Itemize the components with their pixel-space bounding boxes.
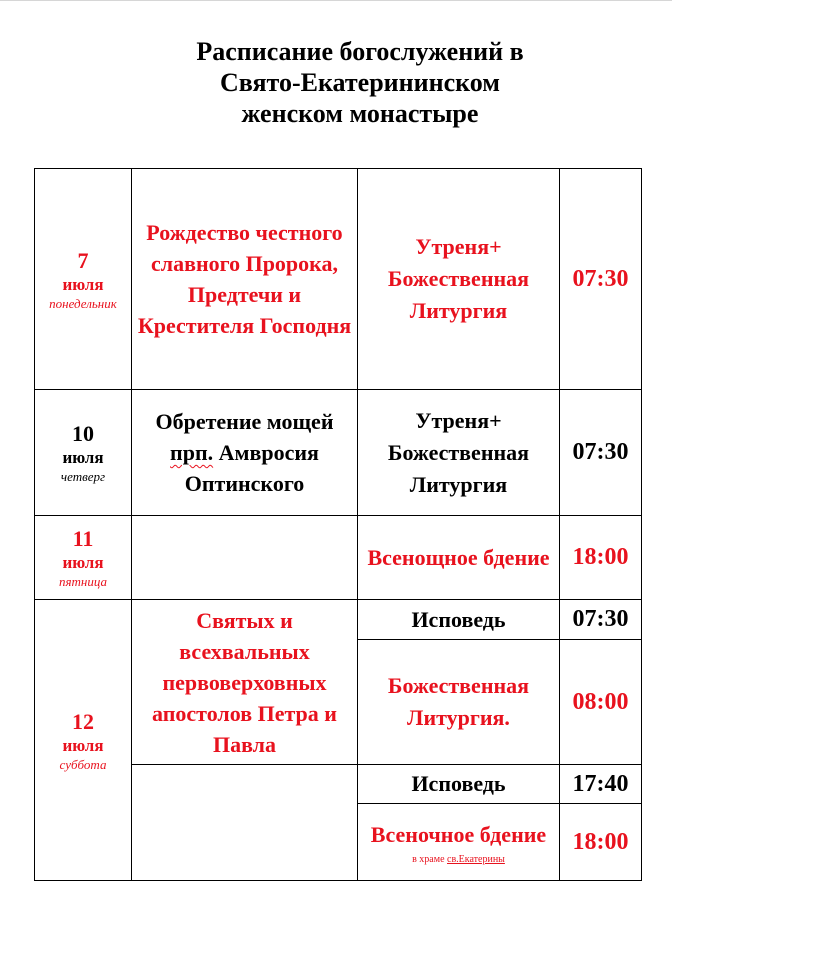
service-cell: Утреня+ Божественная Литургия (358, 169, 560, 390)
service-cell: Исповедь (358, 600, 560, 640)
date-number: 7 (77, 247, 89, 273)
date-month: июля (62, 735, 104, 755)
date-number: 12 (72, 708, 94, 734)
note-prefix: в храме (412, 854, 448, 865)
time-cell: 18:00 (560, 804, 642, 881)
note-church: св.Екатерины (447, 854, 505, 865)
date-cell (35, 600, 132, 881)
time-cell: 07:30 (560, 169, 642, 390)
date-number: 10 (72, 421, 94, 446)
time-cell: 07:30 (560, 390, 642, 516)
service-name: Всеночное бдение (370, 822, 547, 847)
feast-cell: Святых и всехвальных первоверховных апостолов Петра и Павла (132, 600, 358, 765)
table-row (35, 390, 642, 516)
feast-abbrev: прп. (170, 440, 214, 465)
title-line-3: женском монастыре (241, 99, 479, 128)
service-cell: Исповедь (358, 765, 560, 804)
date-cell (35, 169, 132, 390)
title-line-1: Расписание богослужений в (196, 37, 524, 66)
feast-cell-empty (132, 765, 358, 881)
service-cell (358, 804, 560, 881)
date-month: июля (62, 553, 104, 572)
date-month: июля (62, 274, 104, 294)
time-cell: 18:00 (560, 516, 642, 600)
feast-text: Амвросия Оптинского (184, 440, 319, 496)
feast-cell (132, 390, 358, 516)
location-note (362, 854, 555, 865)
table-row (35, 516, 642, 600)
table-row (35, 169, 642, 390)
schedule-table (34, 168, 642, 881)
top-rule (0, 0, 672, 1)
feast-cell-empty (132, 516, 358, 600)
service-cell: Всенощное бдение (358, 516, 560, 600)
time-cell: 17:40 (560, 765, 642, 804)
time-cell: 08:00 (560, 640, 642, 765)
date-cell (35, 390, 132, 516)
service-cell: Божественная Литургия. (358, 640, 560, 765)
date-cell (35, 516, 132, 600)
date-weekday: пятница (58, 574, 108, 589)
title-line-2: Свято-Екатерининском (220, 68, 500, 97)
date-weekday: понедельник (49, 295, 117, 311)
feast-text: Обретение мощей (155, 409, 334, 434)
table-row (35, 600, 642, 640)
date-weekday: суббота (59, 756, 107, 772)
feast-cell: Рождество честного славного Пророка, Предтечи и Крестителя Господня (132, 169, 358, 390)
date-weekday: четверг (60, 469, 106, 484)
page-title (110, 36, 610, 129)
date-month: июля (62, 448, 104, 467)
time-cell: 07:30 (560, 600, 642, 640)
date-number: 11 (72, 526, 94, 551)
service-cell: Утреня+ Божественная Литургия (358, 390, 560, 516)
